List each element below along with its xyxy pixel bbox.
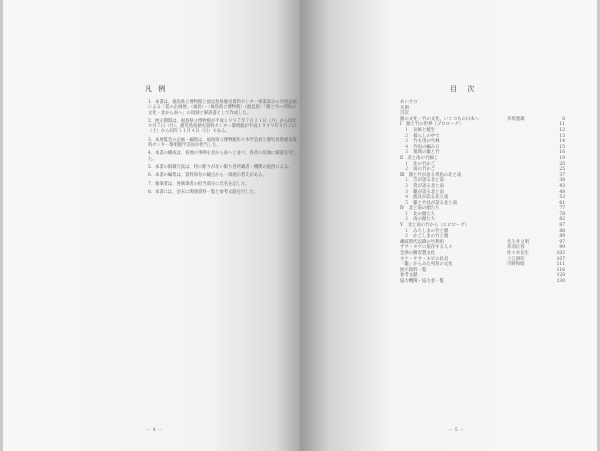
right-page-number: － 5 － xyxy=(448,427,465,433)
toc-entry-page: 88 xyxy=(559,228,565,234)
toc-entry-page: 14 xyxy=(559,139,565,145)
toc-entry-title: ３ 竹も用の竹林 xyxy=(400,139,440,145)
toc-entry-page: 130 xyxy=(556,279,565,284)
toc-entry-title: １ 気候と植生 xyxy=(400,127,436,133)
toc-entry-title: ササ・タケに依存する人々 xyxy=(400,245,453,251)
toc-title: 目 次 xyxy=(450,85,479,93)
toc-entry-page: 13 xyxy=(559,133,565,139)
toc-entry-author: 赤坂憲雄 xyxy=(507,116,525,122)
toc-entry-page: 16 xyxy=(559,150,565,156)
toc-entry-title: １ 北の竹かご xyxy=(400,161,436,167)
legend-item: 7．執筆者は、各執筆者の担当部分に氏名を記した。 xyxy=(148,181,250,187)
toc-entry-title: ３ 籠が語る北と南 xyxy=(400,189,444,195)
toc-entry-title: １ みちしまの竹と顔 xyxy=(400,228,449,234)
toc-entry-page: 43 xyxy=(559,183,565,189)
toc-entry-page: 6 xyxy=(562,116,565,122)
toc-entry-page: 19 xyxy=(559,155,565,161)
toc-entry-title: ４ 漁具が語る北と南 xyxy=(400,195,449,201)
toc-entry-title: ５ 地域の籠と竹 xyxy=(400,150,440,156)
toc-entry-title: 顔の文化・竹の文化、いくつもの日本へ xyxy=(400,116,480,122)
toc-entry-page: 99 xyxy=(559,245,565,251)
toc-entry-title: タケ・ササ・キビの民具 xyxy=(400,256,449,262)
legend-item: 2．展示期間は、福島県立博物館が平成１９９７年７月２１日（月）から同年９月７日（月）、鹿児島県歴史資料センター黎明館が平成１９９９年９月２日（土）から同年１１月４日（日）である。 xyxy=(148,118,297,135)
toc-entry-page: 97 xyxy=(559,239,565,245)
toc-entry-page: 20 xyxy=(559,161,565,167)
toc-entry-page: 61 xyxy=(559,200,565,206)
toc-entry-title: ５ 簾と竹具が語る北と南 xyxy=(400,200,458,206)
toc-entry-author: 川野和昭 xyxy=(507,262,525,268)
toc-entry-page: 48 xyxy=(559,189,565,195)
toc-entry-author: 名久井文明 xyxy=(507,239,529,245)
toc-entry-page: 82 xyxy=(559,217,565,223)
toc-entry-title: Ⅱ 北と南の竹細工 xyxy=(400,155,439,161)
toc-entry-title: ２ 箕が語る北と南 xyxy=(400,183,444,189)
toc-entry-title: 目次 xyxy=(400,111,409,117)
toc-entry-title: ２ 南の竹かご xyxy=(400,167,436,173)
toc-row xyxy=(400,279,565,285)
toc-entry-title: 凡例 xyxy=(400,105,409,111)
toc-entry-title: Ⅰ 顔と竹の世界（プロローグ） xyxy=(400,122,464,128)
toc-entry-page: 53 xyxy=(559,195,565,201)
toc-entry-title: 縄紋時代以降の竹利用 xyxy=(400,239,444,245)
toc-entry-page: 128 xyxy=(556,273,565,279)
toc-entry-page: 37 xyxy=(559,172,565,178)
toc-entry-author xyxy=(507,279,547,285)
legend-item: 3．本展覧会の企画・編集は、福島県立博物館佐々木学芸員と鹿児島県歴史資料センター黎明館学芸員が担当した。 xyxy=(148,137,297,149)
toc-entry-page: 87 xyxy=(559,223,565,229)
toc-entry-page: 111 xyxy=(556,262,565,268)
left-page-number: － 4 － xyxy=(146,427,163,433)
left-edge xyxy=(0,0,3,451)
legend-title: 凡 例 xyxy=(145,85,168,93)
toc-entry-page: 116 xyxy=(556,267,565,273)
toc-entry-page: 25 xyxy=(559,167,565,173)
legend-item: 6．本書の編集は、資料保存の観点から一部展示替えがある。 xyxy=(148,173,267,179)
toc-entry-title: Ⅲ 顔と竹が語る列島の北と南 xyxy=(400,172,462,178)
toc-entry-page: 11 xyxy=(559,122,565,128)
legend-list xyxy=(148,100,298,198)
toc-entry-page: 12 xyxy=(559,127,565,133)
toc-entry-author: 佐々木長生 xyxy=(507,251,529,257)
toc-entry-title: ２ 南の顔たち xyxy=(400,217,436,223)
toc-entry-title: Ⅴ 北と南の竹から（エピローグ） xyxy=(400,223,470,229)
toc-list xyxy=(400,100,565,285)
toc-entry-page: 89 xyxy=(559,234,565,240)
toc-entry-title: １ 北の顔たち xyxy=(400,211,436,217)
toc-entry-author: 赤羽正春 xyxy=(507,245,525,251)
toc-entry-page: 78 xyxy=(559,211,565,217)
toc-entry-title: Ⅳ 北と南の顔たち xyxy=(400,206,440,212)
toc-entry-title: ２ 暮らしの中で xyxy=(400,133,440,139)
toc-entry-title: あいさつ xyxy=(400,100,418,105)
toc-entry-page: 77 xyxy=(559,206,565,212)
toc-entry-title: ４ 竹垣の編み方 xyxy=(400,144,440,150)
toc-entry-title: 会津の樹皮製文化 xyxy=(400,251,436,257)
legend-item: 1．本書は、福島県立博物館と福見島県歴史資料センター事業部分の共同企画による「夏の企画展」（福島）・（福島県立博物館）（福見島）「顔と竹―列島の文化・北から南へ」の図録と解説書として作成した。 xyxy=(148,100,297,116)
legend-item: 5．本書の掲載写真は、特に断りがない限り各所蔵者・機関の提供による。 xyxy=(148,164,293,170)
toc-entry-page: 38 xyxy=(559,178,565,184)
toc-entry-author: 上江洲均 xyxy=(507,256,525,262)
legend-item: 4．本書の構成は、各地の事例を北から南へと並べ、各章の冒頭に解説を付した。 xyxy=(148,151,297,162)
legend-item: 8．本書には、巻末に関係資料一覧と参考文献を付した。 xyxy=(148,189,259,195)
toc-entry-title: 協力機関・協力者一覧 xyxy=(400,279,444,284)
toc-entry-title: 展示資料一覧 xyxy=(400,267,427,273)
toc-entry-page: 107 xyxy=(556,256,565,262)
toc-entry-page: 15 xyxy=(559,144,565,150)
toc-entry-title: 「籠」からみた列島の文化 xyxy=(400,262,453,268)
toc-entry-page: 102 xyxy=(556,251,565,257)
toc-entry-title: １ 笠が語る北と南 xyxy=(400,178,444,184)
toc-entry-title: 参考文献 xyxy=(400,273,418,279)
toc-entry-title: ２ かごしまの竹と顔 xyxy=(400,234,449,240)
